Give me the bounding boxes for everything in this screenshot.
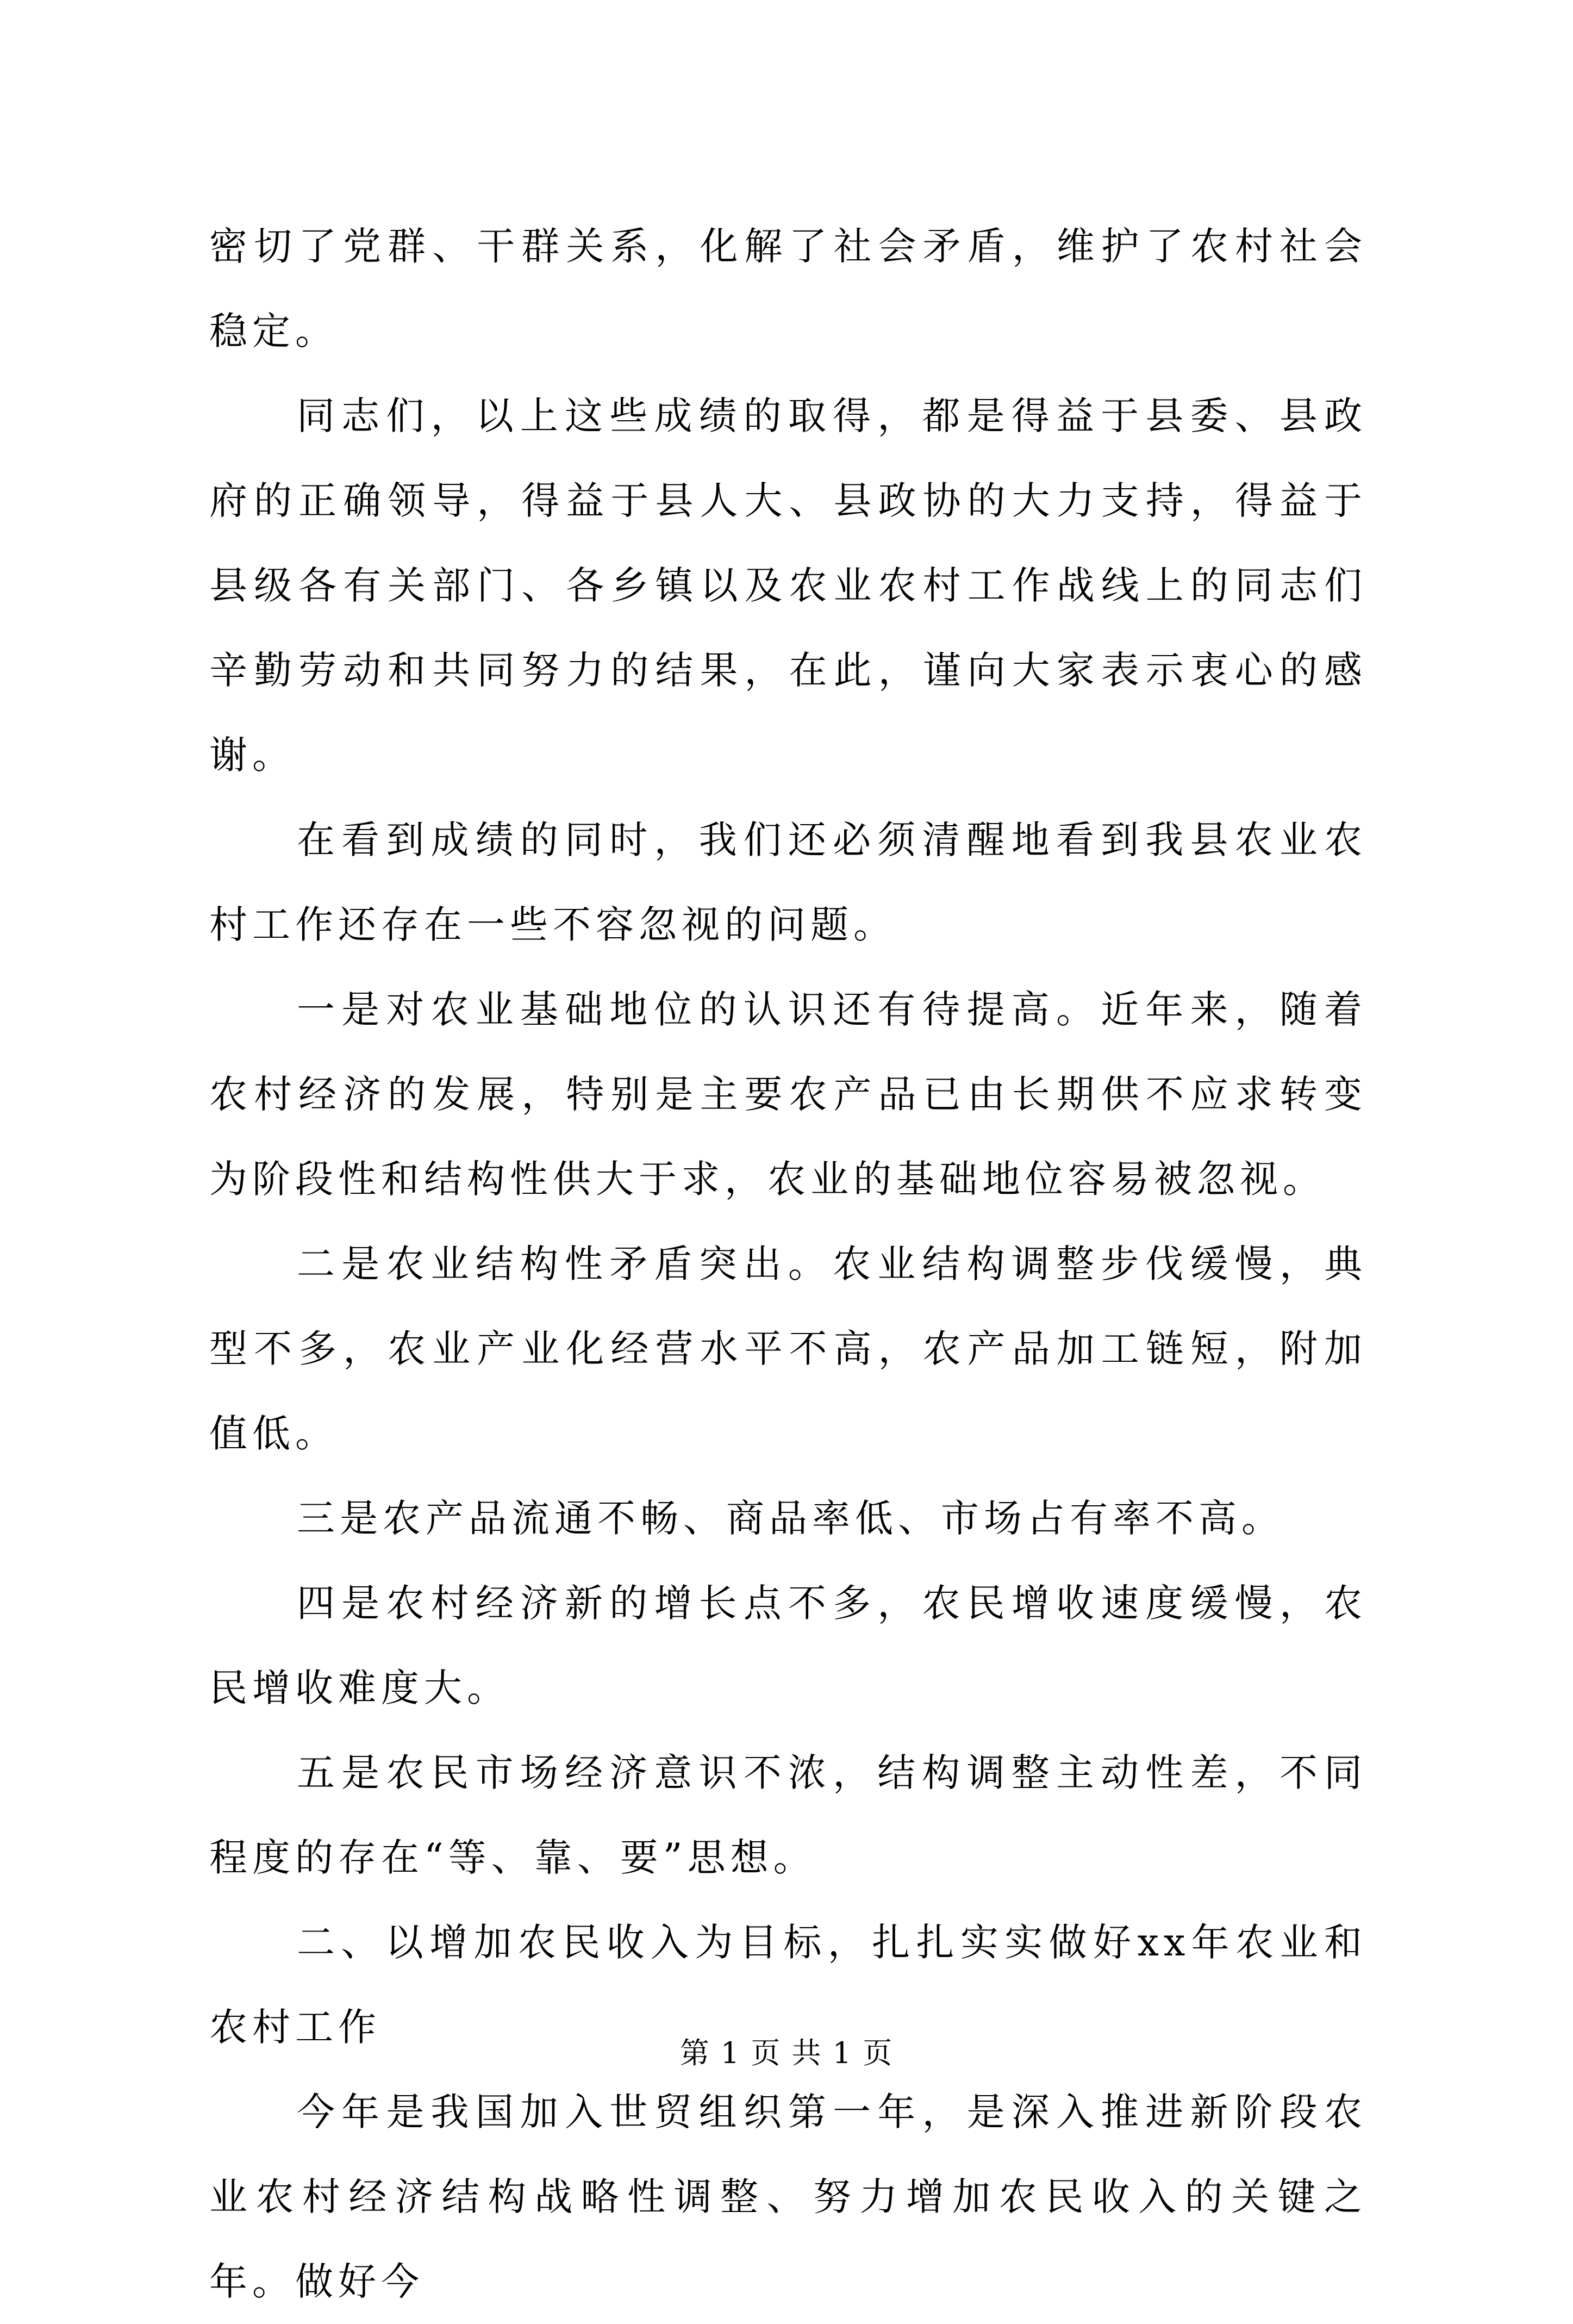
page-number: 第 1 页 共 1 页 [679, 2036, 894, 2070]
paragraph: 在看到成绩的同时，我们还必须清醒地看到我县农业农村工作还存在一些不容忽视的问题。 [209, 818, 1367, 947]
paragraph: 二是农业结构性矛盾突出。农业结构调整步伐缓慢，典型不多，农业产业化经营水平不高，农产品加工链短，附加值低。 [209, 1242, 1367, 1456]
section-heading: 二、以增加农民收入为目标，扎扎实实做好xx年农业和农村工作 [209, 1920, 1367, 2049]
paragraph: 三是农产品流通不畅、商品率低、市场占有率不高。 [297, 1496, 1284, 1541]
paragraph: 四是农村经济新的增长点不多，农民增收速度缓慢，农民增收难度大。 [209, 1581, 1367, 1710]
paragraph: 五是农民市场经济意识不浓，结构调整主动性差，不同程度的存在“等、靠、要”思想。 [209, 1750, 1367, 1880]
paragraph: 今年是我国加入世贸组织第一年，是深入推进新阶段农业农村经济结构战略性调整、努力增加农民收入的关键之年。做好今 [209, 2090, 1367, 2304]
paragraph: 同志们，以上这些成绩的取得，都是得益于县委、县政府的正确领导，得益于县人大、县政协的大力支持，得益于县级各有关部门、各乡镇以及农业农村工作战线上的同志们辛勤劳动和共同努力的结果，在此，谨向大家表示衷心的感谢。 [209, 394, 1367, 777]
paragraph: 密切了党群、干群关系，化解了社会矛盾，维护了农村社会稳定。 [209, 224, 1367, 353]
document-body [209, 204, 1367, 2324]
page-footer [0, 2034, 1573, 2072]
paragraph: 一是对农业基础地位的认识还有待提高。近年来，随着农村经济的发展，特别是主要农产品已由长期供不应求转变为阶段性和结构性供大于求，农业的基础地位容易被忽视。 [209, 987, 1367, 1201]
